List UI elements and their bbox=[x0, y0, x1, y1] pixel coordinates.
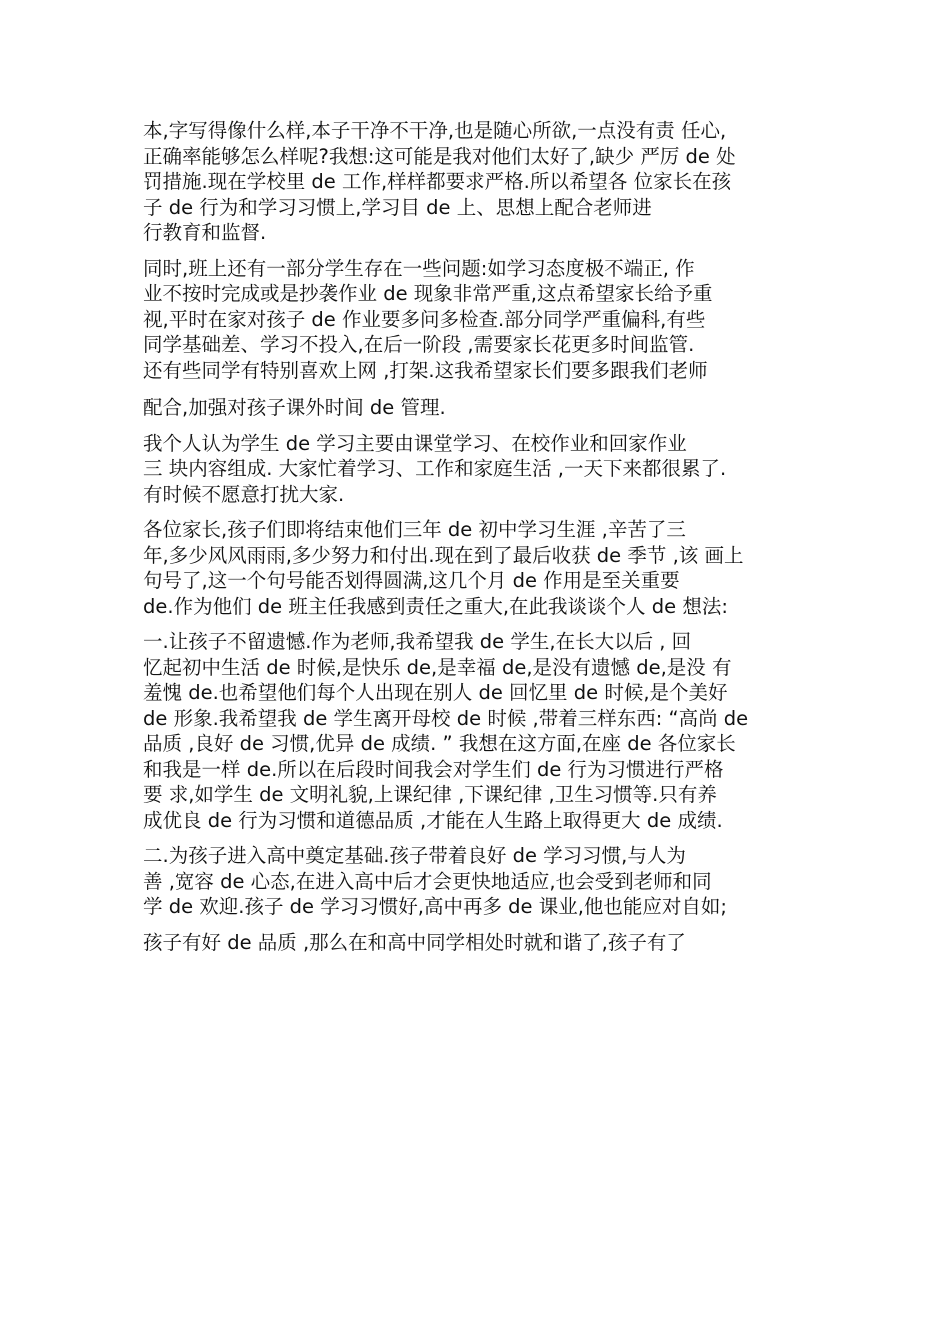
text-line: 学 de 欢迎.孩子 de 学习习惯好,高中再多 de 课业,他也能应对自如; bbox=[143, 895, 727, 918]
text-line: 善 ,宽容 de 心态,在进入高中后才会更快地适应,也会受到老师和同 bbox=[143, 869, 712, 893]
text-line: 同学基础差、学习不投入,在后一阶段 ,需要家长花更多时间监管. bbox=[143, 333, 695, 356]
text-line: 忆起初中生活 de 时候,是快乐 de,是幸福 de,是没有遗憾 de,是没 有 bbox=[143, 655, 732, 679]
text-line: 孩子有好 de 品质 ,那么在和高中同学相处时就和谐了,孩子有了 bbox=[143, 930, 686, 954]
paragraph-6 bbox=[143, 843, 813, 920]
text-line: 句号了,这一个句号能否划得圆满,这几个月 de 作用是至关重要 bbox=[143, 569, 680, 592]
text-line: 我个人认为学生 de 学习主要由课堂学习、在校作业和回家作业 bbox=[143, 431, 687, 455]
paragraph-2 bbox=[143, 256, 813, 421]
text-line: 和我是一样 de.所以在后段时间我会对学生们 de 行为习惯进行严格 bbox=[143, 757, 724, 781]
text-line: 二.为孩子进入高中奠定基础.孩子带着良好 de 学习习惯,与人为 bbox=[143, 844, 686, 867]
text-line: 罚措施.现在学校里 de 工作,样样都要求严格.所以希望各 位家长在孩 bbox=[143, 170, 732, 193]
text-line: 子 de 行为和学习习惯上,学习目 de 上、思想上配合老师进 bbox=[143, 195, 652, 219]
text-line: 品质 ,良好 de 习惯,优异 de 成绩. ” 我想在这方面,在座 de 各位家长 bbox=[143, 732, 736, 755]
text-line: de.作为他们 de 班主任我感到责任之重大,在此我谈谈个人 de 想法: bbox=[143, 594, 728, 618]
document-body bbox=[143, 118, 813, 965]
text-line: 配合,加强对孩子课外时间 de 管理. bbox=[143, 396, 446, 419]
paragraph-1 bbox=[143, 118, 813, 246]
paragraph-3 bbox=[143, 431, 813, 508]
text-line: 一.让孩子不留遗憾.作为老师,我希望我 de 学生,在长大以后 , 回 bbox=[143, 630, 692, 653]
text-line: 正确率能够怎么样呢?我想:这可能是我对他们太好了,缺少 严厉 de 处 bbox=[143, 144, 736, 168]
text-line: 业不按时完成或是抄袭作业 de 现象非常严重,这点希望家长给予重 bbox=[143, 282, 713, 305]
text-line: 同时,班上还有一部分学生存在一些问题:如学习态度极不端正, 作 bbox=[143, 256, 695, 280]
paragraph-4 bbox=[143, 517, 813, 619]
text-line: 三 块内容组成. 大家忙着学习、工作和家庭生活 ,一天下来都很累了. bbox=[143, 457, 727, 480]
text-line: 成优良 de 行为习惯和道德品质 ,才能在人生路上取得更大 de 成绩. bbox=[143, 808, 723, 832]
text-line: de 形象.我希望我 de 学生离开母校 de 时候 ,带着三样东西: “高尚 de bbox=[143, 706, 749, 730]
paragraph-7 bbox=[143, 930, 813, 956]
text-line: 行教育和监督. bbox=[143, 221, 267, 244]
text-line: 羞愧 de.也希望他们每个人出现在别人 de 回忆里 de 时候,是个美好 bbox=[143, 681, 728, 704]
text-line: 视,平时在家对孩子 de 作业要多问多检查.部分同学严重偏科,有些 bbox=[143, 307, 706, 331]
paragraph-5 bbox=[143, 629, 813, 833]
text-line: 有时候不愿意打扰大家. bbox=[143, 482, 345, 506]
text-line: 要 求,如学生 de 文明礼貌,上课纪律 ,下课纪律 ,卫生习惯等.只有养 bbox=[143, 783, 717, 806]
text-line: 还有些同学有特别喜欢上网 ,打架.这我希望家长们要多跟我们老师 bbox=[143, 358, 708, 382]
text-line: 本,字写得像什么样,本子干净不干净,也是随心所欲,一点没有责 任心, bbox=[143, 119, 727, 142]
text-line: 各位家长,孩子们即将结束他们三年 de 初中学习生涯 ,辛苦了三 bbox=[143, 518, 686, 541]
text-line: 年,多少风风雨雨,多少努力和付出.现在到了最后收获 de 季节 ,该 画上 bbox=[143, 543, 744, 567]
